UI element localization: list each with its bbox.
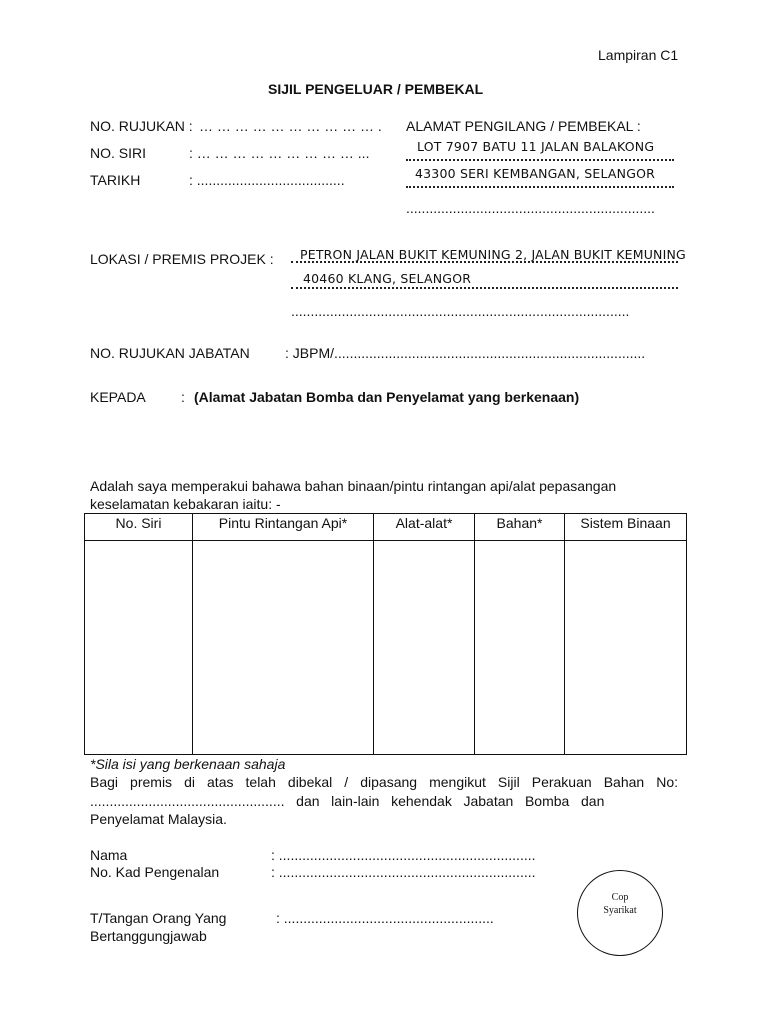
lampiran-label: Lampiran C1 <box>598 47 679 63</box>
ic-field[interactable]: : .................................................................. <box>271 864 536 880</box>
footnote: *Sila isi yang berkenaan sahaja <box>90 756 286 772</box>
jabatan-label: NO. RUJUKAN JABATAN <box>90 345 250 361</box>
no-siri-field[interactable]: : … … … … … … … … … ... <box>189 145 370 161</box>
alamat-line3[interactable]: ................................................................ <box>406 200 655 216</box>
no-siri-label: NO. SIRI <box>90 145 147 161</box>
lokasi-line2[interactable]: 40460 KLANG, SELANGOR <box>303 271 472 286</box>
stamp-line2: Syarikat <box>603 905 637 916</box>
nama-label: Nama <box>90 847 128 863</box>
table-row <box>85 541 687 755</box>
paragraph-line2: .................................................. dan lain-lain kehendak Jabatan Bomba dan <box>90 793 605 809</box>
lokasi-line1[interactable]: PETRON JALAN BUKIT KEMUNING 2, JALAN BUKIT KEMUNING <box>300 247 686 262</box>
alamat-line2[interactable]: 43300 SERI KEMBANGAN, SELANGOR <box>415 166 656 181</box>
header-pintu-rintangan-api: Pintu Rintangan Api* <box>193 514 374 541</box>
header-sistem-binaan: Sistem Binaan <box>565 514 687 541</box>
stamp-line1: Cop <box>611 892 629 903</box>
paragraph-line3: Penyelamat Malaysia. <box>90 811 227 827</box>
cell-pintu-rintangan-api[interactable] <box>193 541 374 755</box>
company-stamp-circle <box>577 870 663 956</box>
page-title: SIJIL PENGELUAR / PEMBEKAL <box>268 81 484 97</box>
statement-line1: Adalah saya memperakui bahawa bahan binaan/pintu rintangan api/alat pepasangan <box>90 478 617 494</box>
cell-bahan[interactable] <box>475 541 565 755</box>
nama-field[interactable]: : .................................................................. <box>271 847 536 863</box>
alamat-line1[interactable]: LOT 7907 BATU 11 JALAN BALAKONG <box>417 139 655 154</box>
header-alat-alat: Alat-alat* <box>374 514 475 541</box>
header-no-siri: No. Siri <box>85 514 193 541</box>
kepada-colon: : <box>181 389 185 405</box>
cell-no-siri[interactable] <box>85 541 193 755</box>
no-rujukan-field[interactable]: … … … … … … … … … … . <box>199 118 382 134</box>
paragraph-line1: Bagi premis di atas telah dibekal / dipasang mengikut Sijil Perakuan Bahan No: <box>90 774 678 790</box>
tangan-label-line1: T/Tangan Orang Yang <box>90 910 227 926</box>
cell-alat-alat[interactable] <box>374 541 475 755</box>
table-header-row <box>85 514 687 541</box>
lokasi-line3[interactable]: ....................................................................................... <box>291 303 630 319</box>
header-bahan: Bahan* <box>475 514 565 541</box>
cell-sistem-binaan[interactable] <box>565 541 687 755</box>
ic-label: No. Kad Pengenalan <box>90 864 220 880</box>
tarikh-label: TARIKH <box>90 172 141 188</box>
lokasi-label: LOKASI / PREMIS PROJEK : <box>90 251 274 267</box>
statement-line2: keselamatan kebakaran iaitu: - <box>90 496 281 512</box>
jabatan-field[interactable]: : JBPM/................................................................................ <box>285 345 646 361</box>
items-table <box>84 513 687 755</box>
kepada-label: KEPADA <box>90 389 146 405</box>
tangan-label-line2: Bertanggungjawab <box>90 928 207 944</box>
no-rujukan-label: NO. RUJUKAN : <box>90 118 193 134</box>
alamat-label: ALAMAT PENGILANG / PEMBEKAL : <box>406 118 641 134</box>
tangan-field[interactable]: : ...................................................... <box>276 910 494 926</box>
tarikh-field[interactable]: : ...................................... <box>189 172 345 188</box>
kepada-value: (Alamat Jabatan Bomba dan Penyelamat yang berkenaan) <box>194 389 580 405</box>
